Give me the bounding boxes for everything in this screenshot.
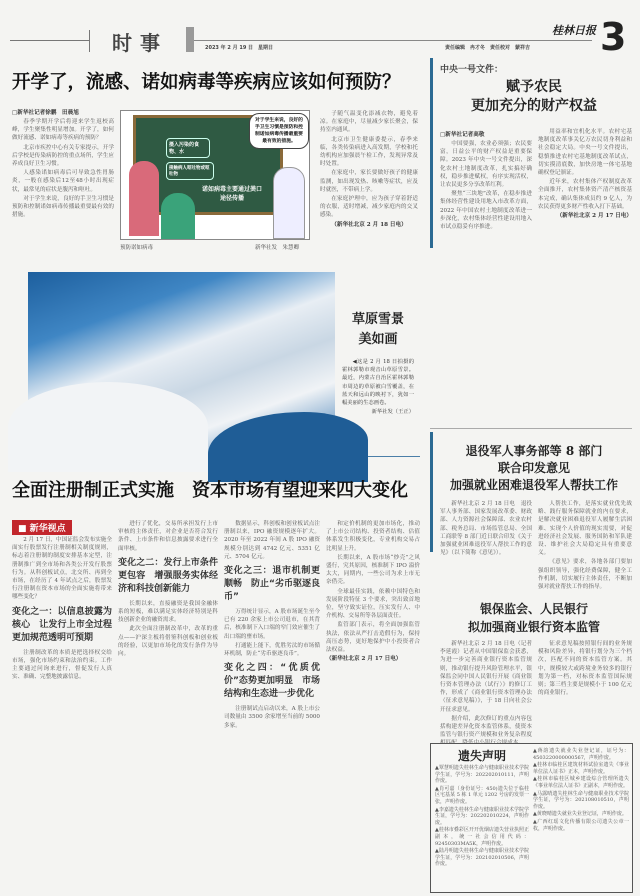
second-headline: 全面注册制正式实施 资本市场有望迎来四大变化 (12, 480, 408, 501)
photo-caption: ◀这是 2 月 18 日拍摄的霍林郭勒市观音山草原雪景。最近，内蒙古自治区霍林郭勒市周边的草原被白雪覆盖，在蓝天和远山的映衬下，犹如一幅美丽的生态画卷。 新华社发（王正） (342, 359, 414, 416)
student-figure (129, 161, 159, 236)
story3-headline: 银保监会、人民银行 拟加强商业银行资本监管 (467, 602, 600, 634)
issue-date: 2023 年 2 月 19 日 星期日 (205, 45, 274, 51)
speech-bubble: 对于学生来说，良好的手卫生习惯是预防和控制诺如病毒传播最重要最有效的措施。 (249, 113, 309, 149)
paper-logo: 桂林日报 (552, 24, 596, 37)
child-figure (161, 193, 195, 239)
editors: 责任编辑 冉才冬 责任校对 蒙祥吉 (445, 45, 531, 51)
story1-col-2: 用益率和宜机化水平。农村宅基地制度改革事关亿万农民切身利益和社会稳定大局。中央一号文件提出，稳慎推进农村宅基地制度改革试点，切实摸清底数，加快房地一体宅基地确权登记颁证。 近年来，农村集体产权制度改革全面推开，农村集体资产清产核资基本完成，确认集体成员约 9 亿人，为农民获得更多财产性收入打下基础。 （新华社北京 2 月 17 日电） (538, 129, 632, 220)
header-divider (89, 30, 90, 52)
main-col-3: 子随气温变化添减衣物，避免着凉。在家庭中，尽量减少家长聚会，保持室内通风。 北京市卫生健康委提示，春季来临，各类传染病进入高发期，学校和托幼机构应加强晨午检工作，发现异常及时处置。 在家庭中，家长要做好孩子的健康监测，如出现发热、咳嗽等症状，应及时就医，不带病上学。 在家庭护理中，应为孩子穿着舒适的衣服，适时增减，减少家庭内的交叉感染。 （新华社北京 2 月 18 日电） (320, 111, 418, 228)
page-number: 3 (600, 15, 627, 59)
board-note-1: 摄入污染的食物、水 (166, 138, 210, 158)
second-col-3: 数据显示，科创板和创业板试点注册制以来，IPO 融资规模逐年扩大。2020 年至 2022 年间 A 股 IPO 融资规模分别达到 4742 亿元、5351 亿元、5704 亿元。 变化之三：退市机制更顺畅 防止“劣币驱逐良币” 万得统计显示，A 股市场诞生至今已有 220 余家上市公司退市，在其背后，核准制下入口端的窄门效应催生了出口端的壅市场。 打通能上能下，优胜劣汰的市场循环机制，防止“劣币驱逐良币”。 变化之四：“优质优价”态势更加明显 市场结构和生态进一步优化 注册制试点启动以来，A 股上市公司数量由 3500 余家增至当前的 5000 多家。 (224, 521, 320, 729)
doctor-figure (273, 167, 305, 239)
second-col-4: 和定价机制的更加市场化，推动了上市公司结构、投资者结构、估值体系发生积极变化，专业机构交易占比明显上升。 长期以来，A 股市场“炒壳”之风盛行，究其原因，核准制下 IPO 溢价太大，同期内，一些公司为求上市无奈借壳。 全球最佳实践，依赖中国特色和发展阶段特征 3 个要求，突出致首地位，坚守致实证位，压实发行人、中介机构、交易所等各层面责任。 监管部门表示，将全面加强监管执法，依法从严打击造假行为，保持高压态势，更好地保护中小投资者合法权益。 （新华社北京 2 月 17 日电） (326, 521, 420, 663)
second-col-2: 进行了优化，交易所承担发行上市审核的主体责任，对企业是否符合发行条件、上市条件和信息披露要求进行全面审核。 变化之二：发行上市条件更包容 增强服务实体经济和科技创新能力 长期以来，直接融资是我国金融体系的短板，难以满足实体经济特别是科技创新企业的融资需求。 此次全面注册制改革中，改革的重点——沪深主板将借鉴科创板和创业板的经验，以更加市场化的发行条件为导向。 (118, 521, 218, 658)
story2-col-2: 人帮扶工作，是落实就业优先战略、践行服务保障就业的内在要求，是解决就业困难退役军人履解生活困难、实现个人价值的现实需要，对促进经济社会发展、服务国防和军队建设、维护社会大局稳定具有重要意义。 《意见》要求，各地各部门要加强组织领导，强化经费保障，健全工作机制，切实履行主体责任，不断加强对就业帮扶工作的指导。 (538, 501, 632, 591)
header-block (186, 27, 194, 52)
header-rule-right (194, 40, 592, 41)
story1-col-1: 中国要强，农业必须强；农民要富，日益公平的财产权益是重要保障。2023 年中央一号文件提出，深化农村土地制度改革，扎实搞好确权，稳步推进赋权，有序实现活权，让农民更多分享改革红利。 聚焦“三块地”改革，在稳步推进集体经营性建设用地入市改革方面，2022 年中国农村土地制度改革进一步深化，农村集体经营性建设用地入市试点稳妥有序推进。 (440, 141, 532, 231)
board-note-3: 诺如病毒主要通过粪口途径传播 (202, 186, 263, 202)
notice-col-2: ▲蒋韵遗失就业失业登记证，证号为：4503220000000567，声明作废。 ▲桂林市临桂区建筑材料试验室遗失《事业单位法人证书》正本，声明作废。 ▲桂林市临桂区城乡建设综合管理所遗失《事业单位法人证书》正副本，声明作废。 ▲马露晴遗失桂林生命与健康职业技术学院学生证，学号为：202108010510，声明作废。 ▲黄晓晴遗失就业失业登记证，声明作废。 ▲广西红瑶文化传播有限公司遗失公章一枚，声明作废。 (533, 748, 629, 832)
main-headline: 开学了，流感、诺如病毒等疾病应该如何预防？ (12, 72, 401, 93)
story1-kicker: 中央一号文件： (440, 65, 504, 75)
story2-col-1: 新华社北京 2 月 18 日电 退役军人事务部、国家发展改革委、财政部、人力资源社会保障部、农业农村部、税务总局、市场监管总局、全国工商联等 8 部门近日联合印发《关于加强就业困难退役军人帮扶工作的意见》（以下简称《意见》）。 (440, 501, 532, 557)
right-divider (430, 428, 632, 429)
xinhua-label: ■ 新华视点 (12, 520, 72, 535)
notice-title: 遗失声明 (457, 749, 506, 763)
story3-col-2: 征求意见稿按照银行间的业务规模和风险差异，将银行划分为三个档次，匹配不同的资本监管方案。其中，规模较大或跨境业务较多的银行划为第一档，对标资本监管国际规则；第三档主要是规模小于 100 亿元的商业银行。 (538, 641, 632, 697)
story2-headline: 退役军人事务部等 8 部门 联合印发意见 加强就业困难退役军人帮扶工作 (449, 444, 618, 492)
header-rule (10, 40, 90, 41)
cartoon-caption: 预防诺如病毒 (120, 245, 154, 251)
story1-byline: □新华社记者高敬 (440, 132, 485, 138)
lost-notice-box (430, 743, 633, 893)
section-title: 时事 (112, 31, 168, 55)
notice-col-1: ▲覃慧明遗失桂林生命与健康职业技术学院学生证，学号为：202202010111，声明作废。 ▲肖可嘉（身份证号：450)遗失位于临桂区宅基某 5 栋 1 单元 1202 号房的发票一张，声明作废。 ▲李嘉遗失桂林生命与健康职业技术学院学生证，学号为：202202010224，声明作废。 ▲桂林市叠彩区开开优烟店遗失营业执照正副本，统一社会信用代码：92450303MA5K，声明作废。 ▲陆丹明遗失桂林生命与健康职业技术学院学生证，学号为：202102010506，声明作废。 (435, 765, 529, 868)
right-accent-bar (430, 58, 433, 248)
story3-col-1: 新华社北京 2 月 18 日电（记者李延霞）记者从中国银保监会获悉，为进一步完善商业银行资本监管规则，推动银行提升风险管理水平，银保监会同中国人民银行开展《商业银行资本管理办法（试行）》的修订工作，形成了《商业银行资本管理办法（征求意见稿）》，于 18 日向社会公开征求意见。 据介绍，此次修订的重点内容包括构建差异化资本监管体系，使资本监管与银行资产规模和业务复杂程度 (440, 641, 532, 739)
story1-headline: 赋予农民 更加充分的财产权益 (471, 79, 597, 114)
board-note-2: 接触病人呕吐物或呕吐物 (166, 162, 214, 180)
second-col-1: 2 月 17 日，中国证监会发布实施全面实行股票发行注册制相关制度规则，标志着注册制的制度安排基本定型，注册制推广到全市场和各类公开发行股票行为。从科创板试点，北交所、再到全市场，在经历了 4 年试点之后，股票发行注册制在资本市场的全面实施将带来哪些变化？ 变化之一：以信息披露为核心 让发行上市全过程更加规范透明可预期 注册制改革的本质是把选择权交给市场，强化市场约束和法治约束。工作主要通过问询来进行，督促发行人真实、准确、完整地披露信息。 (12, 537, 112, 681)
main-byline: □新华社记者徐鹏 田晨旭 (12, 110, 79, 116)
snow-grassland-photo (28, 272, 335, 456)
photo-title: 草原雪景 美如画 (351, 312, 404, 347)
cartoon-credit: 新华社发 朱慧卿 (255, 245, 300, 251)
main-col-1: 春季学期开学后将迎来学生返校高峰，学生聚集性明显增加。开学了，如何做好流感、诺如病毒等疾病的预防？ 北京市疾控中心有关专家提示，开学后学校是传染病防控的重点场所，学生应养成良好卫生习惯。 人感染诺如病毒后可导致急性胃肠炎，一般在感染后12至48小时出现症状，最常见的症状是腹泻和呕吐。 对于学生来说，良好的手卫生习惯是预防和控制诺如病毒传播最重要最有效的措施。 (12, 119, 114, 219)
cartoon-illustration (120, 110, 310, 240)
